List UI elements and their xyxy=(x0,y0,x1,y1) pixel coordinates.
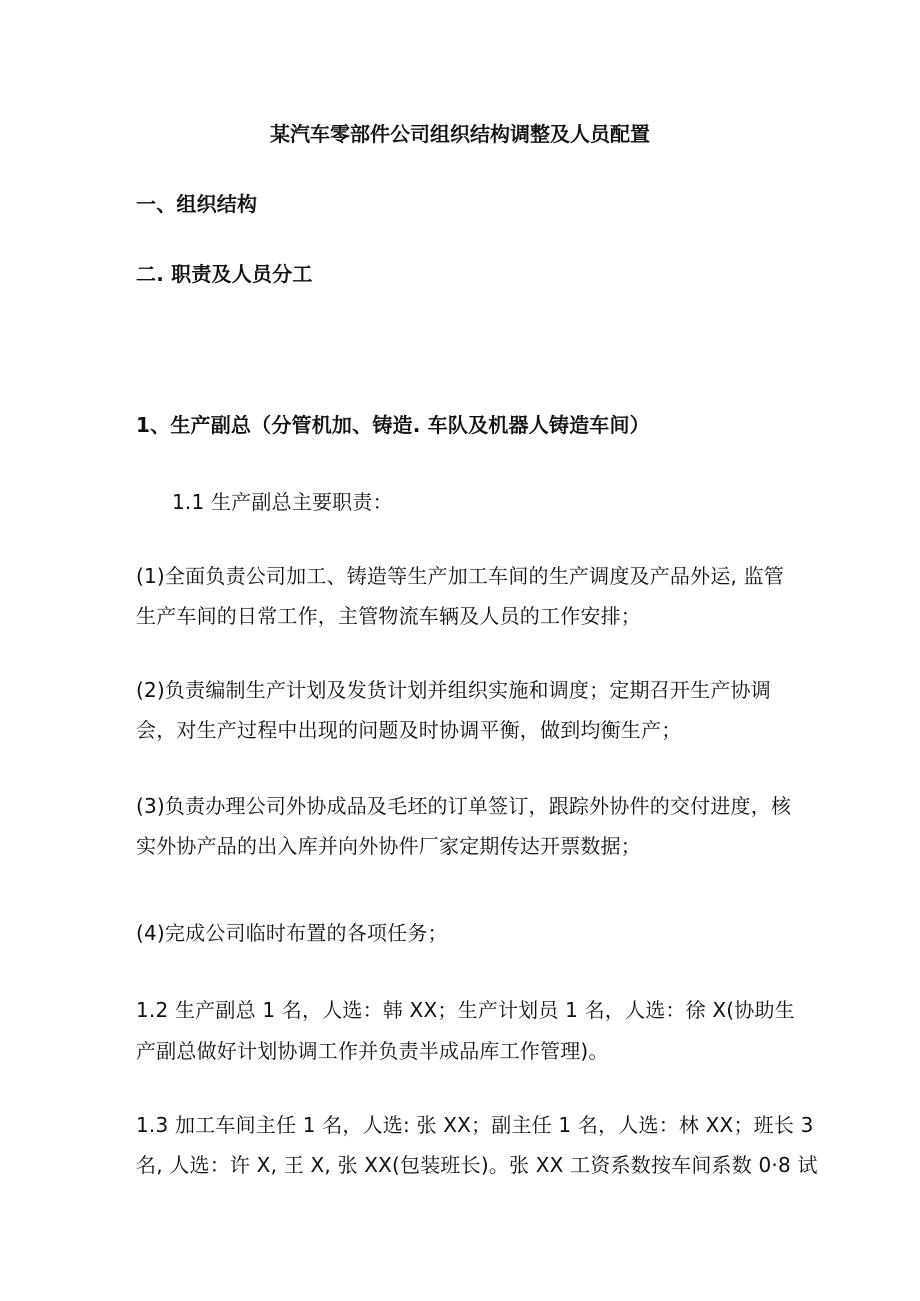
duty-3-line-2: 实外协产品的出入库并向外协件厂家定期传达开票数据； xyxy=(136,834,641,858)
section-heading-organization: 一、组织结构 xyxy=(136,192,258,216)
duty-2-line-1: (2)负责编制生产计划及发货计划并组织实施和调度；定期召开生产协调 xyxy=(136,678,771,702)
document-title: 某汽车零部件公司组织结构调整及人员配置 xyxy=(270,122,650,146)
item-1-2-line-2: 产副总做好计划协调工作并负责半成品库工作管理)。 xyxy=(136,1039,609,1063)
duty-2-line-2: 会，对生产过程中出现的问题及时协调平衡，做到均衡生产； xyxy=(136,718,682,742)
item-1-3-line-2: 名, 人选：许 X, 王 X, 张 XX(包装班长)。张 XX 工资系数按车间系数 0·8 试 xyxy=(136,1153,818,1177)
item-1-2-line-1: 1.2 生产副总 1 名，人选：韩 XX；生产计划员 1 名，人选：徐 X(协助生 xyxy=(136,998,795,1022)
item-1-3-line-1: 1.3 加工车间主任 1 名，人选: 张 XX；副主任 1 名，人选：林 XX；班长 3 xyxy=(136,1113,814,1137)
duty-1-line-2: 生产车间的日常工作，主管物流车辆及人员的工作安排； xyxy=(136,604,641,628)
duty-1-line-1: (1)全面负责公司加工、铸造等生产加工车间的生产调度及产品外运, 监管 xyxy=(136,564,785,588)
section-heading-responsibilities: 二. 职责及人员分工 xyxy=(136,262,313,286)
subsection-heading-main-duties: 1.1 生产副总主要职责： xyxy=(172,490,393,514)
duty-3-line-1: (3)负责办理公司外协成品及毛坯的订单签订，跟踪外协件的交付进度，核 xyxy=(136,794,792,818)
subsection-heading-production-vp: 1、生产副总（分管机加、铸造. 车队及机器人铸造车间） xyxy=(136,413,650,437)
duty-4-line-1: (4)完成公司临时布置的各项任务； xyxy=(136,921,448,945)
